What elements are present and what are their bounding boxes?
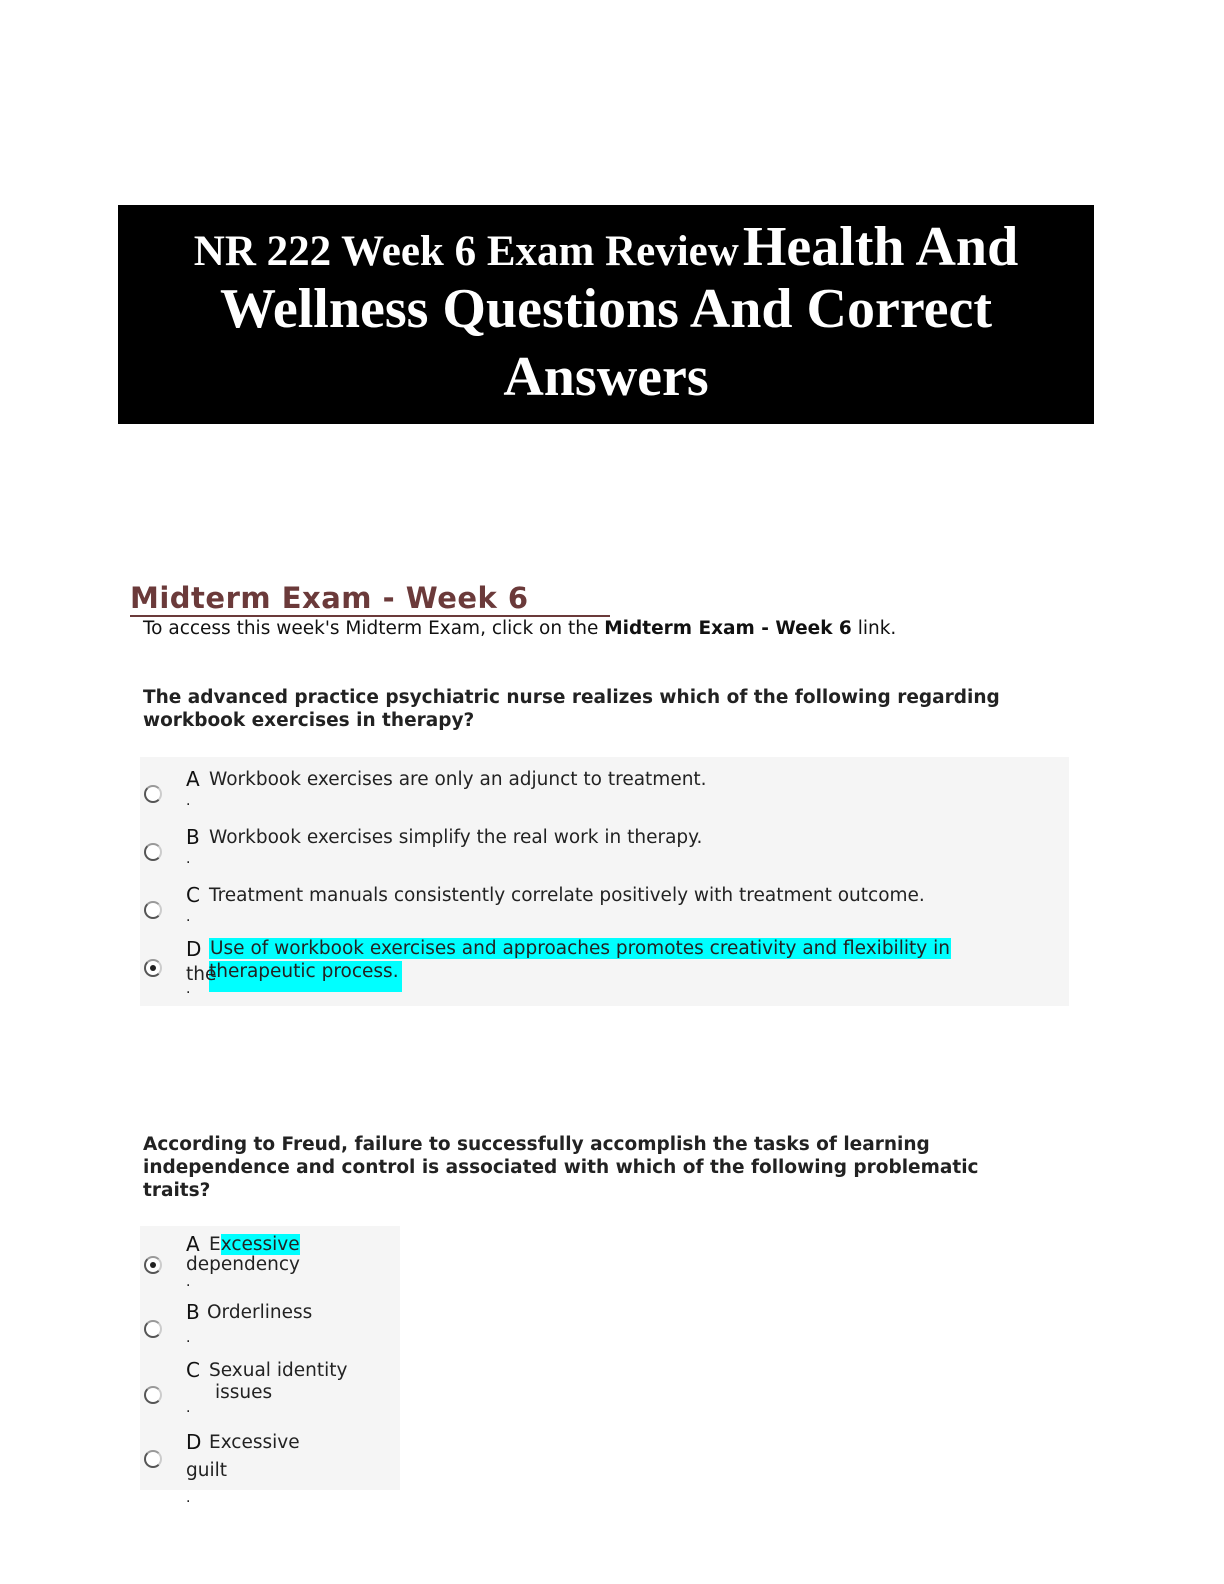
option-letter: A xyxy=(186,767,200,791)
radio-button[interactable] xyxy=(144,1386,162,1404)
option-1d[interactable] xyxy=(140,937,1069,1001)
radio-button-selected[interactable] xyxy=(144,1256,162,1274)
radio-button[interactable] xyxy=(144,1320,162,1338)
intro-text xyxy=(143,618,896,639)
option-text-line2: dependency xyxy=(186,1254,300,1275)
option-letter: C xyxy=(186,883,200,907)
question-2-options xyxy=(140,1226,400,1490)
option-2c[interactable] xyxy=(140,1356,400,1420)
option-dot: . xyxy=(186,1330,191,1346)
option-text xyxy=(209,1234,300,1255)
question-1-text: The advanced practice psychiatric nurse realizes which of the following regarding workbook exercises in therapy? xyxy=(143,687,1000,731)
option-2a[interactable] xyxy=(140,1230,400,1292)
option-dot: . xyxy=(186,1274,191,1290)
radio-button[interactable] xyxy=(144,785,162,803)
option-text-first-letter: E xyxy=(209,1234,221,1255)
question-1-options xyxy=(140,757,1069,1006)
option-text: Excessive xyxy=(209,1432,300,1453)
option-1c[interactable] xyxy=(140,879,1069,935)
intro-link-text: Midterm Exam - Week 6 xyxy=(604,618,852,639)
option-dot: . xyxy=(186,793,191,809)
option-2d[interactable] xyxy=(140,1430,400,1486)
section-heading: Midterm Exam - Week 6 xyxy=(130,582,610,617)
option-text-highlighted-line2: therapeutic process. xyxy=(209,961,402,992)
option-1a[interactable] xyxy=(140,763,1069,819)
option-dot: . xyxy=(186,981,191,997)
question-2-text: According to Freud, failure to successfully accomplish the tasks of learning independence and control is associated with which of the following problematic traits? xyxy=(143,1134,979,1201)
option-text: Workbook exercises simplify the real work in therapy. xyxy=(209,827,703,848)
option-letter: B xyxy=(186,825,200,849)
option-letter: A xyxy=(186,1232,200,1256)
title-part-1: NR 222 Week 6 Exam Review xyxy=(193,228,739,275)
intro-suffix: link. xyxy=(851,618,897,639)
option-text-overlap: the xyxy=(186,964,217,985)
option-dot: . xyxy=(186,1400,191,1416)
option-text-line2: issues xyxy=(215,1382,273,1403)
option-letter: B xyxy=(186,1300,200,1324)
radio-button[interactable] xyxy=(144,843,162,861)
radio-button[interactable] xyxy=(144,901,162,919)
option-dot: . xyxy=(186,909,191,925)
document-title-banner xyxy=(118,205,1094,424)
option-1b[interactable] xyxy=(140,821,1069,877)
radio-button[interactable] xyxy=(144,1450,162,1468)
option-text-highlighted: xcessive xyxy=(220,1234,300,1255)
option-letter: D xyxy=(186,1430,202,1454)
option-letter: C xyxy=(186,1358,200,1382)
option-text-highlighted: Use of workbook exercises and approaches promotes creativity and flexibility in xyxy=(210,938,950,959)
intro-prefix: To access this week's Midterm Exam, click on the xyxy=(143,618,605,639)
title-part-2: Health And xyxy=(742,216,1019,278)
option-text: Sexual identity xyxy=(209,1360,348,1381)
option-text: Treatment manuals consistently correlate positively with treatment outcome. xyxy=(209,885,925,906)
option-2b[interactable] xyxy=(140,1298,400,1354)
option-text-line2: guilt xyxy=(186,1460,228,1481)
option-dot: . xyxy=(186,1490,191,1506)
option-text: Orderliness xyxy=(207,1302,313,1323)
title-line-1 xyxy=(118,215,1094,279)
option-text: Workbook exercises are only an adjunct to treatment. xyxy=(209,769,707,790)
radio-button-selected[interactable] xyxy=(144,959,162,977)
option-dot: . xyxy=(186,851,191,867)
option-letter: D xyxy=(186,937,202,961)
title-line-3: Answers xyxy=(503,346,709,408)
title-line-2: Wellness Questions And Correct xyxy=(219,278,993,340)
